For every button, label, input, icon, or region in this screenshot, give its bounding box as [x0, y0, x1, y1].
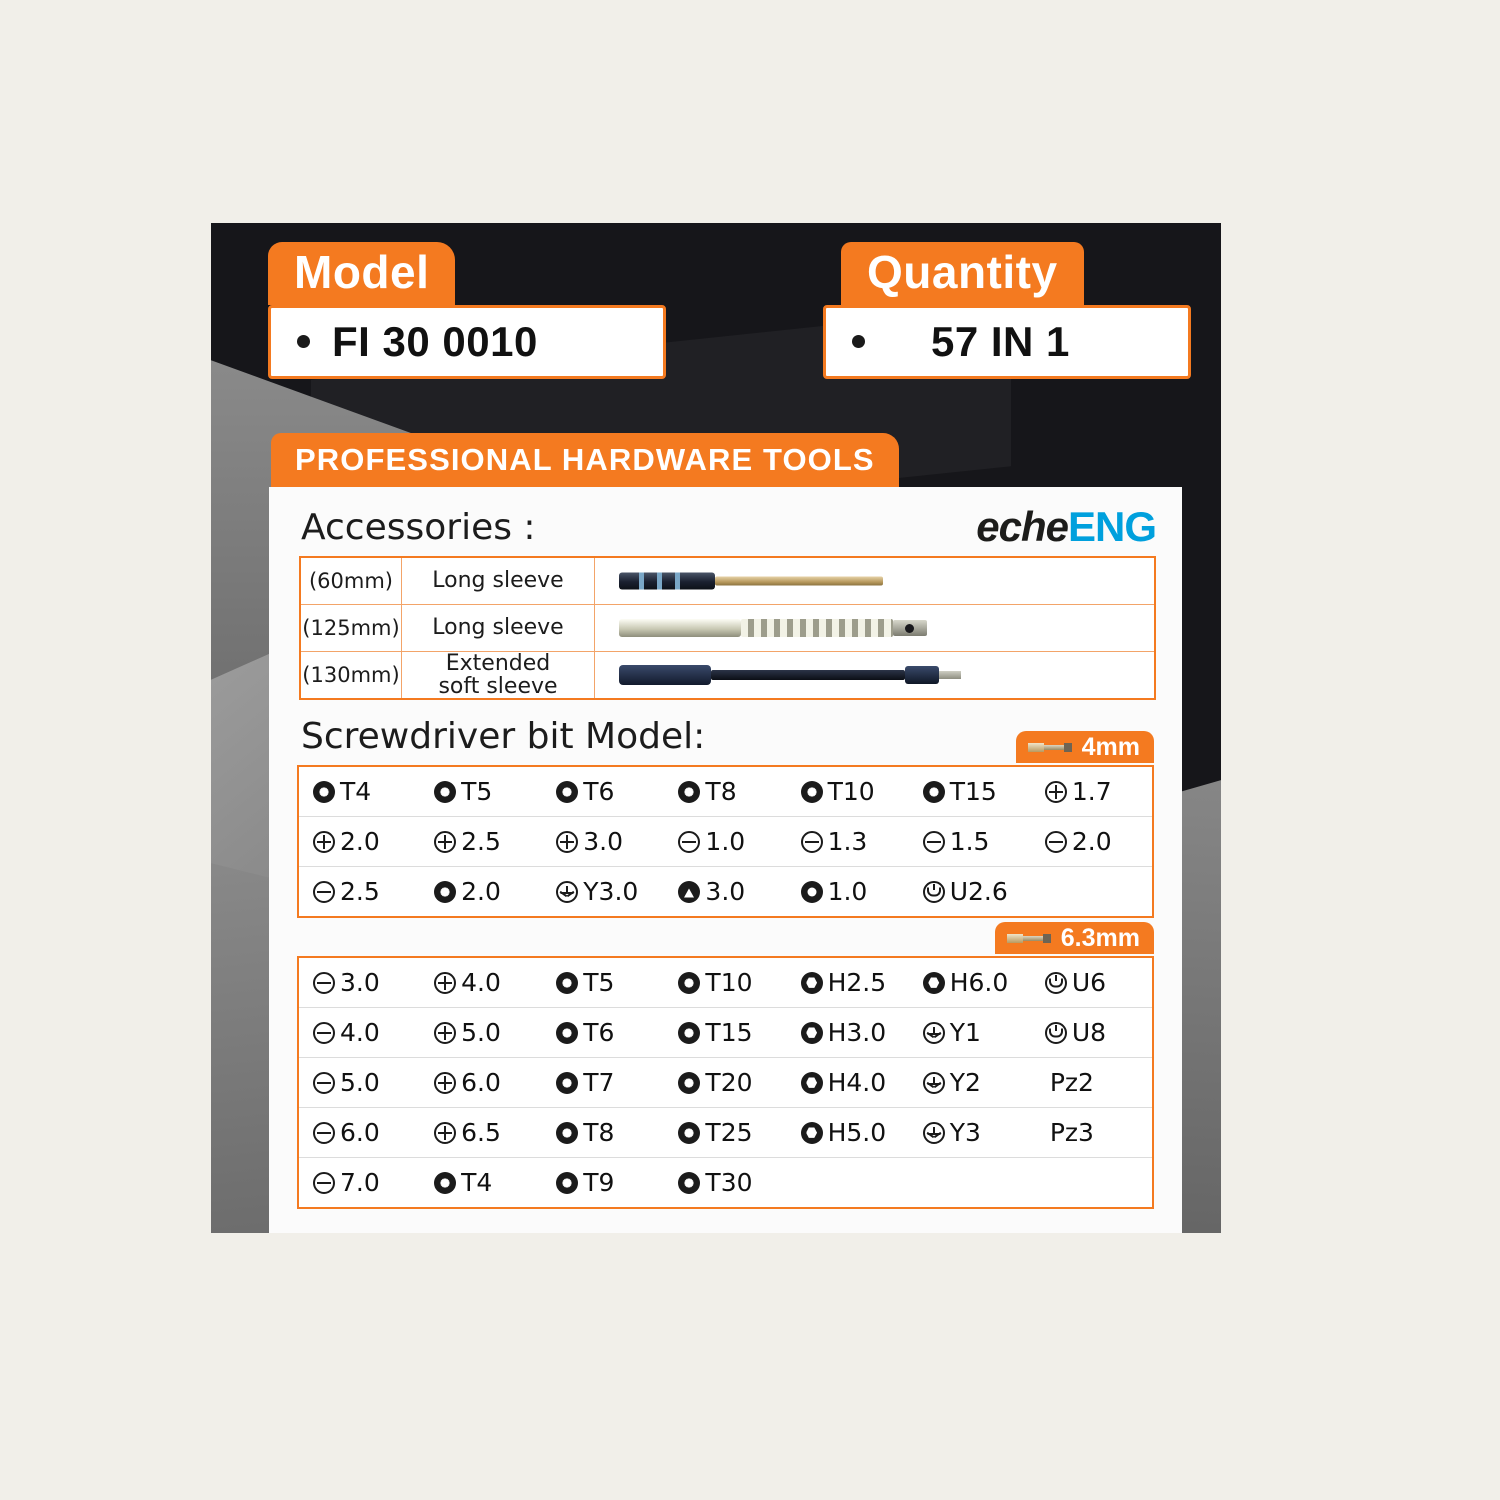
hex-icon: [801, 1072, 823, 1094]
hex-icon: [801, 972, 823, 994]
bit-label: 1.7: [1071, 777, 1112, 807]
phillips-icon: [434, 1122, 456, 1144]
phillips-icon: [313, 831, 335, 853]
bit-label: 4.0: [340, 1018, 380, 1048]
bit-label: 3.0: [705, 877, 746, 907]
bit-label: H5.0: [827, 1118, 887, 1148]
bit-cell: [909, 867, 1031, 918]
bit-label: 1.3: [827, 827, 868, 857]
bit-label: 1.5: [949, 827, 990, 857]
bit-icon: [1028, 742, 1072, 753]
long-sleeve-60mm-icon: [619, 573, 715, 590]
bit-label: Y2: [949, 1068, 981, 1098]
table-row: [300, 605, 1155, 652]
table-row: [298, 1108, 1153, 1158]
phillips-icon: [556, 831, 578, 853]
bit-label: T5: [461, 777, 493, 807]
bit-label: T6: [583, 1018, 615, 1048]
hex-icon: [801, 1022, 823, 1044]
bit-label: T15: [705, 1018, 753, 1048]
bit-cell: [909, 957, 1031, 1008]
bit-label: Y3.0: [583, 877, 639, 907]
bit-cell: [664, 766, 786, 817]
bit-cell: [420, 1108, 542, 1158]
torx-icon: [678, 1122, 700, 1144]
bit-cell: [909, 1158, 1031, 1209]
bit-label: T5: [583, 968, 615, 998]
bit-label: H2.5: [827, 968, 887, 998]
accessory-image-125mm: [595, 605, 1156, 652]
bit-cell: [787, 1058, 909, 1108]
bit-cell: [298, 1158, 420, 1209]
bit-label: 2.5: [340, 877, 380, 907]
slotted-icon: [923, 831, 945, 853]
card-title: PROFESSIONAL HARDWARE TOOLS: [271, 433, 899, 487]
bit-label: 1.0: [705, 827, 746, 857]
bit-label: T20: [705, 1068, 753, 1098]
torx-icon: [434, 881, 456, 903]
extended-soft-sleeve-icon: [619, 665, 711, 685]
torx-icon: [801, 781, 823, 803]
bit-cell: [787, 1008, 909, 1058]
model-label: Model: [268, 242, 455, 305]
table-row: [300, 652, 1155, 700]
u-shape-icon: [1045, 1022, 1067, 1044]
slotted-icon: [313, 972, 335, 994]
bit-cell: [542, 1008, 664, 1058]
bit-cell: [1031, 867, 1153, 918]
bit-cell: [787, 867, 909, 918]
table-row: [298, 867, 1153, 918]
brand-logo: [976, 503, 1156, 551]
bit-cell: [542, 867, 664, 918]
bit-label: T10: [705, 968, 753, 998]
bit-label: 6.0: [340, 1118, 380, 1148]
bit-cell: [542, 1158, 664, 1209]
bit-cell: [1031, 766, 1153, 817]
bit-cell: [787, 766, 909, 817]
bit-cell: [298, 766, 420, 817]
bit-icon: [1007, 933, 1051, 944]
bit-cell: [298, 867, 420, 918]
slotted-icon: [313, 1072, 335, 1094]
table-row: [298, 766, 1153, 817]
torx-icon: [923, 781, 945, 803]
bit-cell: [664, 1108, 786, 1158]
bit-label: T15: [949, 777, 997, 807]
accessory-size: (60mm): [300, 557, 402, 605]
size-tag-4mm: [1016, 731, 1154, 763]
bit-label: T7: [583, 1068, 615, 1098]
accessory-name: Long sleeve: [402, 557, 595, 605]
bit-cell: [298, 817, 420, 867]
torx-icon: [678, 781, 700, 803]
bit-label: 3.0: [340, 968, 380, 998]
model-value-box: [268, 305, 666, 379]
bit-label: 5.0: [340, 1068, 380, 1098]
bit-cell: [664, 867, 786, 918]
accessories-table: [299, 556, 1156, 700]
bit-cell: [420, 1008, 542, 1058]
tri-wing-icon: [923, 1122, 945, 1144]
bit-cell: [664, 1158, 786, 1209]
quantity-block: [823, 242, 1191, 379]
spec-card: [269, 487, 1182, 1233]
bit-label: Pz2: [1049, 1068, 1094, 1098]
long-sleeve-125mm-icon: [619, 619, 741, 637]
bit-cell: [420, 1058, 542, 1108]
bit-label: 6.0: [461, 1068, 501, 1098]
accessory-name: Long sleeve: [402, 605, 595, 652]
bit-label: Pz3: [1049, 1118, 1094, 1148]
phillips-icon: [434, 831, 456, 853]
bit-cell: [420, 1158, 542, 1209]
phillips-icon: [434, 1022, 456, 1044]
bit-cell: [298, 1058, 420, 1108]
bit-cell: [664, 1058, 786, 1108]
bit-cell: [542, 957, 664, 1008]
bit-label: 5.0: [461, 1018, 501, 1048]
bullet-icon: [297, 335, 310, 348]
bit-label: T8: [705, 777, 737, 807]
torx-icon: [556, 1122, 578, 1144]
bit-cell: [1031, 1158, 1153, 1209]
bit-cell: [787, 1158, 909, 1209]
phillips-icon: [1045, 781, 1067, 803]
dot-icon: [801, 881, 823, 903]
bit-label: H6.0: [949, 968, 1009, 998]
quantity-label: Quantity: [841, 242, 1084, 305]
slotted-icon: [801, 831, 823, 853]
size-tag-6-3mm: [995, 922, 1154, 954]
phillips-icon: [434, 972, 456, 994]
accessories-heading: Accessories :: [301, 507, 536, 548]
accessory-name: Extended soft sleeve: [402, 652, 595, 700]
bit-label: T8: [583, 1118, 615, 1148]
bit-cell: [787, 1108, 909, 1158]
tri-wing-icon: [923, 1072, 945, 1094]
slotted-icon: [1045, 831, 1067, 853]
bit-label: 2.0: [1071, 827, 1112, 857]
bit-label: 3.0: [583, 827, 624, 857]
torx-icon: [556, 1022, 578, 1044]
bit-cell: [1031, 1008, 1153, 1058]
bit-label: T4: [340, 777, 372, 807]
accessory-size: (125mm): [300, 605, 402, 652]
bit-label: T10: [827, 777, 875, 807]
bit-label: H3.0: [827, 1018, 887, 1048]
bit-label: T25: [705, 1118, 753, 1148]
torx-icon: [313, 781, 335, 803]
table-row: [298, 1008, 1153, 1058]
product-label-photo: [211, 223, 1221, 1233]
bit-cell: [1031, 1108, 1153, 1158]
table-row: [298, 1058, 1153, 1108]
table-row: [298, 1158, 1153, 1209]
tri-wing-icon: [923, 1022, 945, 1044]
bit-cell: [1031, 817, 1153, 867]
bit-label: U6: [1071, 968, 1107, 998]
hex-icon: [923, 972, 945, 994]
bit-label: 6.5: [461, 1118, 501, 1148]
bullet-icon: [852, 335, 865, 348]
triangle-icon: [678, 881, 700, 903]
bit-label: 4.0: [461, 968, 501, 998]
bit-cell: [542, 1108, 664, 1158]
bit-cell: [420, 817, 542, 867]
bit-label: 7.0: [340, 1168, 380, 1198]
table-row: [300, 557, 1155, 605]
torx-icon: [556, 781, 578, 803]
bit-table-6-3mm: [297, 956, 1154, 1209]
accessory-size: (130mm): [300, 652, 402, 700]
slotted-icon: [313, 1122, 335, 1144]
slotted-icon: [678, 831, 700, 853]
bit-label: U2.6: [949, 877, 1008, 907]
table-row: [298, 957, 1153, 1008]
bit-label: T4: [461, 1168, 493, 1198]
torx-icon: [556, 972, 578, 994]
torx-icon: [556, 1072, 578, 1094]
tri-wing-icon: [556, 881, 578, 903]
bit-table-4mm: [297, 765, 1154, 918]
bit-cell: [664, 1008, 786, 1058]
bit-cell: [787, 817, 909, 867]
bit-cell: [664, 957, 786, 1008]
u-shape-icon: [923, 881, 945, 903]
brand-text-secondary: ENG: [1067, 503, 1156, 550]
bit-set-6-3mm: [297, 924, 1154, 1209]
slotted-icon: [313, 1172, 335, 1194]
bit-cell: [909, 1058, 1031, 1108]
bit-cell: [542, 1058, 664, 1108]
bit-cell: [909, 817, 1031, 867]
bit-label: T30: [705, 1168, 753, 1198]
model-value: FI 30 0010: [332, 317, 538, 365]
bit-label: T6: [583, 777, 615, 807]
bit-cell: [298, 1108, 420, 1158]
slotted-icon: [313, 1022, 335, 1044]
bit-label: 2.5: [461, 827, 501, 857]
bit-label: H4.0: [827, 1068, 887, 1098]
bit-label: 1.0: [827, 877, 868, 907]
size-tag-label: 6.3mm: [1060, 924, 1140, 953]
quantity-value-box: [823, 305, 1191, 379]
brand-text-primary: eche: [976, 503, 1068, 550]
bit-cell: [420, 766, 542, 817]
hex-icon: [801, 1122, 823, 1144]
bit-label: Y1: [949, 1018, 981, 1048]
accessory-image-60mm: [595, 557, 1156, 605]
bit-label: 2.0: [340, 827, 380, 857]
u-shape-icon: [1045, 972, 1067, 994]
phillips-icon: [434, 1072, 456, 1094]
bit-cell: [542, 817, 664, 867]
torx-icon: [678, 1072, 700, 1094]
bit-label: Y3: [949, 1118, 981, 1148]
bit-cell: [420, 867, 542, 918]
bit-cell: [664, 817, 786, 867]
torx-icon: [678, 972, 700, 994]
bit-label: T9: [583, 1168, 615, 1198]
slotted-icon: [313, 881, 335, 903]
bit-cell: [1031, 1058, 1153, 1108]
bit-cell: [787, 957, 909, 1008]
torx-icon: [678, 1172, 700, 1194]
bit-label: U8: [1071, 1018, 1107, 1048]
accessory-image-130mm: [595, 652, 1156, 700]
size-tag-label: 4mm: [1081, 733, 1140, 762]
bit-cell: [420, 957, 542, 1008]
bit-cell: [542, 766, 664, 817]
quantity-value: 57 IN 1: [931, 317, 1070, 365]
torx-icon: [556, 1172, 578, 1194]
torx-icon: [434, 1172, 456, 1194]
bit-label: 2.0: [461, 877, 501, 907]
bits-heading: Screwdriver bit Model:: [301, 716, 706, 758]
torx-icon: [434, 781, 456, 803]
model-block: [268, 242, 666, 379]
bit-cell: [298, 1008, 420, 1058]
table-row: [298, 817, 1153, 867]
torx-icon: [678, 1022, 700, 1044]
bit-cell: [909, 1108, 1031, 1158]
bit-cell: [909, 1008, 1031, 1058]
bit-cell: [298, 957, 420, 1008]
bit-cell: [909, 766, 1031, 817]
bit-cell: [1031, 957, 1153, 1008]
